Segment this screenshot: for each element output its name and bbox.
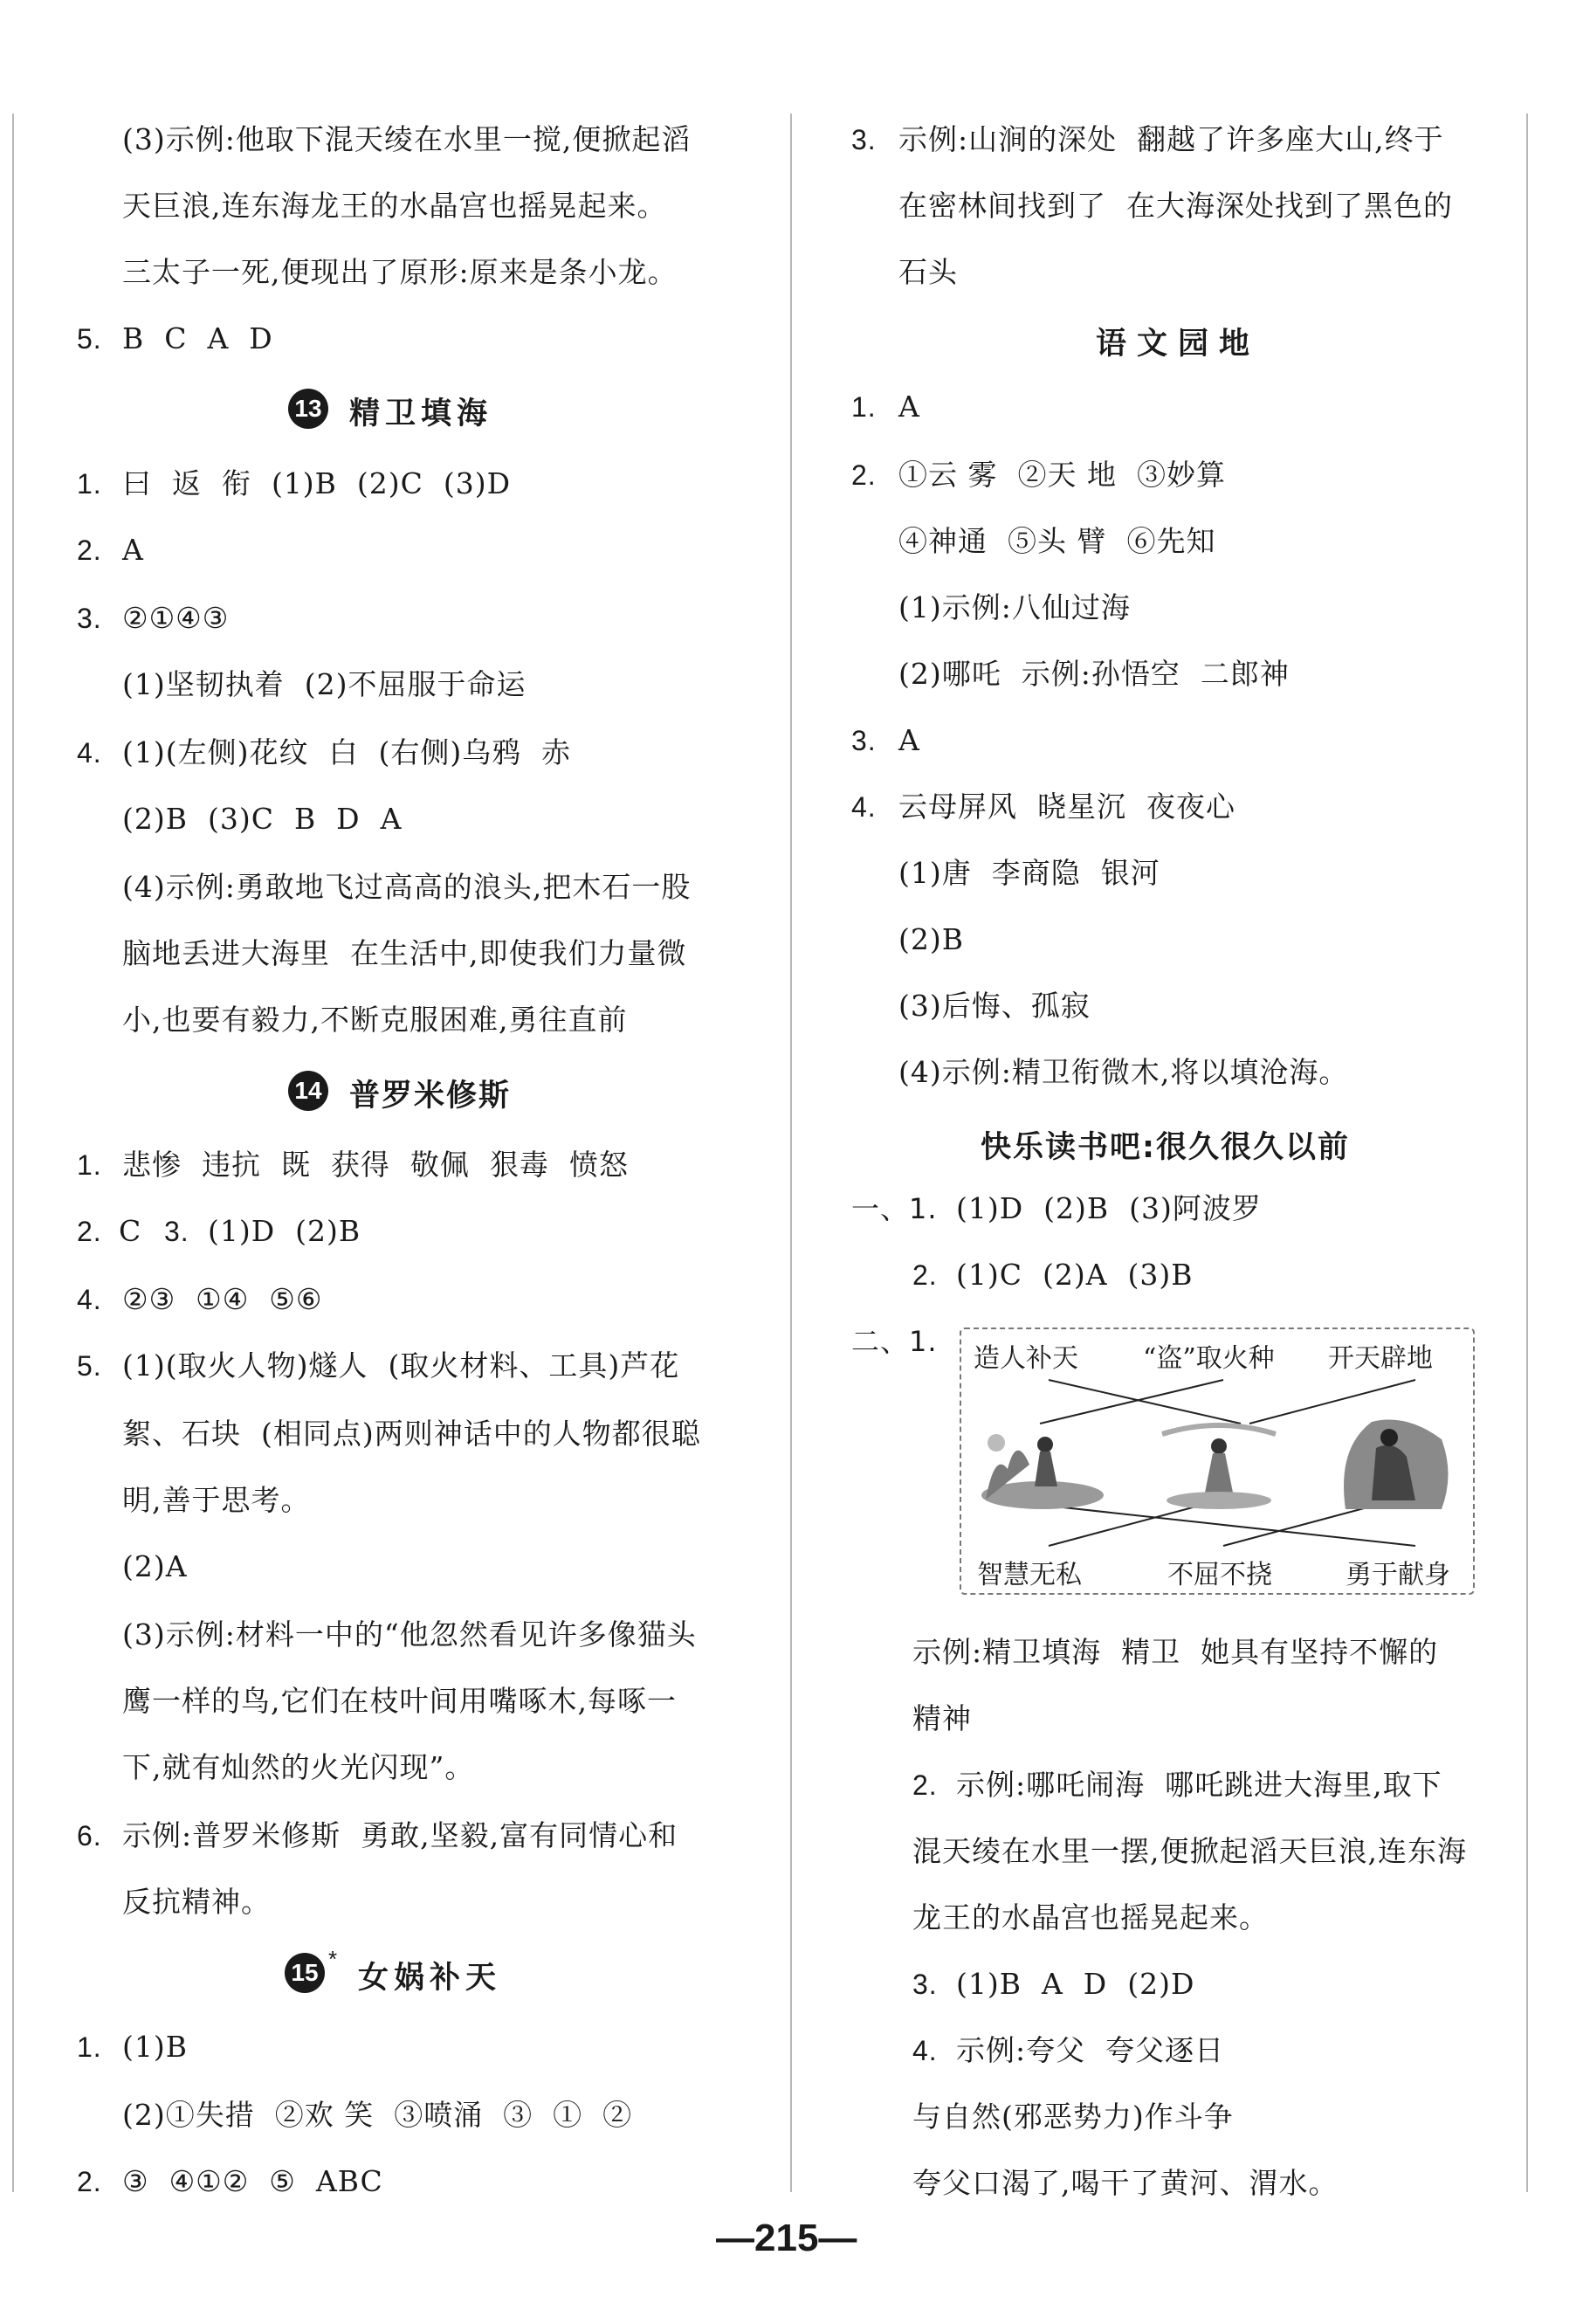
match-top-label: “盗”取火种 (1143, 1343, 1275, 1374)
answer-line: 三太子一死,便现出了原形:原来是条小龙。 (122, 255, 678, 289)
answer-line: (4)示例:精卫衔微木,将以填沧海。 (898, 1055, 1349, 1089)
answer-line: 天巨浪,连东海龙王的水晶宫也摇晃起来。 (122, 189, 667, 223)
answer-line: (1)唐 李商隐 银河 (898, 856, 1160, 890)
match-bottom-label: 勇于献身 (1346, 1560, 1450, 1590)
match-bottom-label: 智慧无私 (977, 1560, 1082, 1590)
answer-line: (1)示例:八仙过海 (898, 590, 1131, 624)
question-number: 1. (77, 468, 102, 500)
question-number: 5. (77, 1350, 102, 1382)
question-number: 1. (851, 391, 877, 423)
answer-line: 精神 (912, 1701, 972, 1735)
question-number: 2. (912, 1769, 938, 1801)
question-number: 2. (77, 1216, 102, 1247)
question-number: 2. (912, 1259, 938, 1291)
lesson-number-badge: 14 (288, 1071, 328, 1111)
answer-line: (1)B A D (2)D (956, 1967, 1195, 2001)
matching-diagram (960, 1328, 1475, 1595)
center-rule (790, 114, 792, 2192)
question-number: 一、1. (851, 1192, 938, 1225)
answer-line: 示例:山涧的深处 翻越了许多座大山,终于 (898, 122, 1444, 156)
answer-line: ②①④③ (122, 601, 230, 635)
answer-line: 示例:普罗米修斯 勇敢,坚毅,富有同情心和 (122, 1818, 678, 1852)
answer-line: (2)B (898, 922, 964, 956)
answer-line: 示例:哪吒闹海 哪吒跳进大海里,取下 (956, 1768, 1442, 1802)
answer-line: 明,善于思考。 (122, 1483, 311, 1517)
question-number: 二、1. (851, 1325, 938, 1358)
question-number: 4. (77, 737, 102, 769)
answer-line: ④神通 ⑤头 臂 ⑥先知 (898, 524, 1216, 558)
question-number: 2. (77, 534, 102, 566)
question-number: 5. (77, 323, 102, 355)
fire-thief-illustration (1153, 1417, 1284, 1513)
question-number: 4. (77, 1284, 102, 1315)
answer-line: 脑地丢进大海里 在生活中,即使我们力量微 (122, 936, 687, 970)
question-number: 3. (912, 1969, 938, 2000)
answer-line: (1)(取火人物)燧人 (取火材料、工具)芦花 (122, 1348, 680, 1383)
answer-line: (1)D (2)B (3)阿波罗 (956, 1191, 1262, 1225)
page-number: —215— (716, 2217, 857, 2259)
section-title: 快乐读书吧:很久很久以前 (981, 1130, 1350, 1165)
answer-line: 混天绫在水里一摆,便掀起滔天巨浪,连东海 (912, 1834, 1467, 1868)
question-number: 1. (77, 1149, 102, 1181)
creation-illustration (1328, 1413, 1459, 1513)
answer-line: 悲惨 违抗 既 获得 敬佩 狠毒 愤怒 (122, 1148, 629, 1182)
answer-line: (1)(左侧)花纹 白 (右侧)乌鸦 赤 (122, 735, 572, 769)
question-number: 1. (77, 2031, 102, 2063)
answer-line: A (898, 723, 920, 757)
question-number: 4. (851, 791, 877, 823)
answer-line: (2)A (122, 1549, 188, 1583)
answer-line: 小,也要有毅力,不断克服困难,勇往直前 (122, 1003, 628, 1037)
answer-line: (4)示例:勇敢地飞过高高的浪头,把木石一股 (122, 870, 692, 904)
match-top-label: 造人补天 (974, 1343, 1078, 1374)
answer-line: ①云 雾 ②天 地 ③妙算 (898, 458, 1226, 492)
match-top-label: 开天辟地 (1328, 1343, 1433, 1374)
answer-line: A (122, 533, 144, 567)
answer-line: 与自然(邪恶势力)作斗争 (912, 2100, 1234, 2134)
question-number: 3. (77, 603, 102, 634)
answer-line: 鹰一样的鸟,它们在枝叶间用嘴啄木,每啄一 (122, 1684, 677, 1718)
answer-line: 反抗精神。 (122, 1885, 271, 1919)
question-number: 6. (77, 1820, 102, 1852)
answer-line: (1)C (2)A (3)B (956, 1258, 1194, 1292)
question-number: 3. (851, 124, 877, 155)
answer-line: 示例:精卫填海 精卫 她具有坚持不懈的 (912, 1635, 1439, 1669)
answer-line: 下,就有灿然的火光闪现”。 (122, 1750, 475, 1784)
answer-line: 石头 (898, 255, 958, 289)
question-number: 3. (851, 725, 877, 756)
question-number: 2. (851, 459, 877, 491)
lesson-title: 精卫填海 (349, 397, 493, 431)
answer-line: (3)后悔、孤寂 (898, 989, 1091, 1023)
answer-line: ③ ④①② ⑤ ABC (122, 2164, 383, 2198)
lesson-title: 女娲补天 (358, 1961, 502, 1996)
answer-line: (2)哪吒 示例:孙悟空 二郎神 (898, 657, 1290, 691)
answer-line: 夸父口渴了,喝干了黄河、渭水。 (912, 2166, 1339, 2200)
answer-line: 龙王的水晶宫也摇晃起来。 (912, 1900, 1269, 1934)
question-number: 2. (77, 2166, 102, 2197)
lesson-number-badge: 15 (285, 1953, 325, 1993)
answer-line: (1)D (2)B (208, 1214, 361, 1248)
optional-lesson-star: * (328, 1946, 338, 1972)
answer-line: (2)①失措 ②欢 笑 ③喷涌 ③ ① ② (122, 2098, 633, 2132)
answer-line: 示例:夸父 夸父逐日 (956, 2033, 1225, 2067)
lesson-number-badge: 13 (288, 389, 328, 429)
answer-line: 絮、石块 (相同点)两则神话中的人物都很聪 (122, 1417, 701, 1451)
answer-line: 曰 返 衔 (1)B (2)C (3)D (122, 466, 512, 500)
section-title: 语文园地 (1096, 327, 1261, 362)
answer-line: (1)坚韧执着 (2)不屈服于命运 (122, 667, 527, 701)
lesson-title: 普罗米修斯 (349, 1079, 512, 1114)
question-number: 4. (912, 2035, 938, 2066)
answer-line: (3)示例:他取下混天绫在水里一搅,便掀起滔 (122, 122, 692, 156)
answer-line: (3)示例:材料一中的“他忽然看见许多像猫头 (122, 1617, 697, 1652)
right-margin-rule (1526, 114, 1528, 2192)
left-margin-rule (12, 114, 14, 2192)
answer-line: 云母屏风 晓星沉 夜夜心 (898, 790, 1235, 824)
answer-line: (2)B (3)C B D A (122, 802, 403, 836)
answer-line: ②③ ①④ ⑤⑥ (122, 1282, 323, 1316)
answer-line: 在密林间找到了 在大海深处找到了黑色的 (898, 189, 1453, 223)
answer-line: (1)B (122, 2030, 188, 2064)
answer-line: A (898, 390, 920, 424)
match-bottom-label: 不屈不挠 (1167, 1560, 1272, 1590)
answer-line: B C A D (122, 321, 273, 355)
answer-line: C (119, 1214, 142, 1248)
goddess-illustration (977, 1417, 1108, 1513)
question-number: 3. (164, 1216, 189, 1247)
